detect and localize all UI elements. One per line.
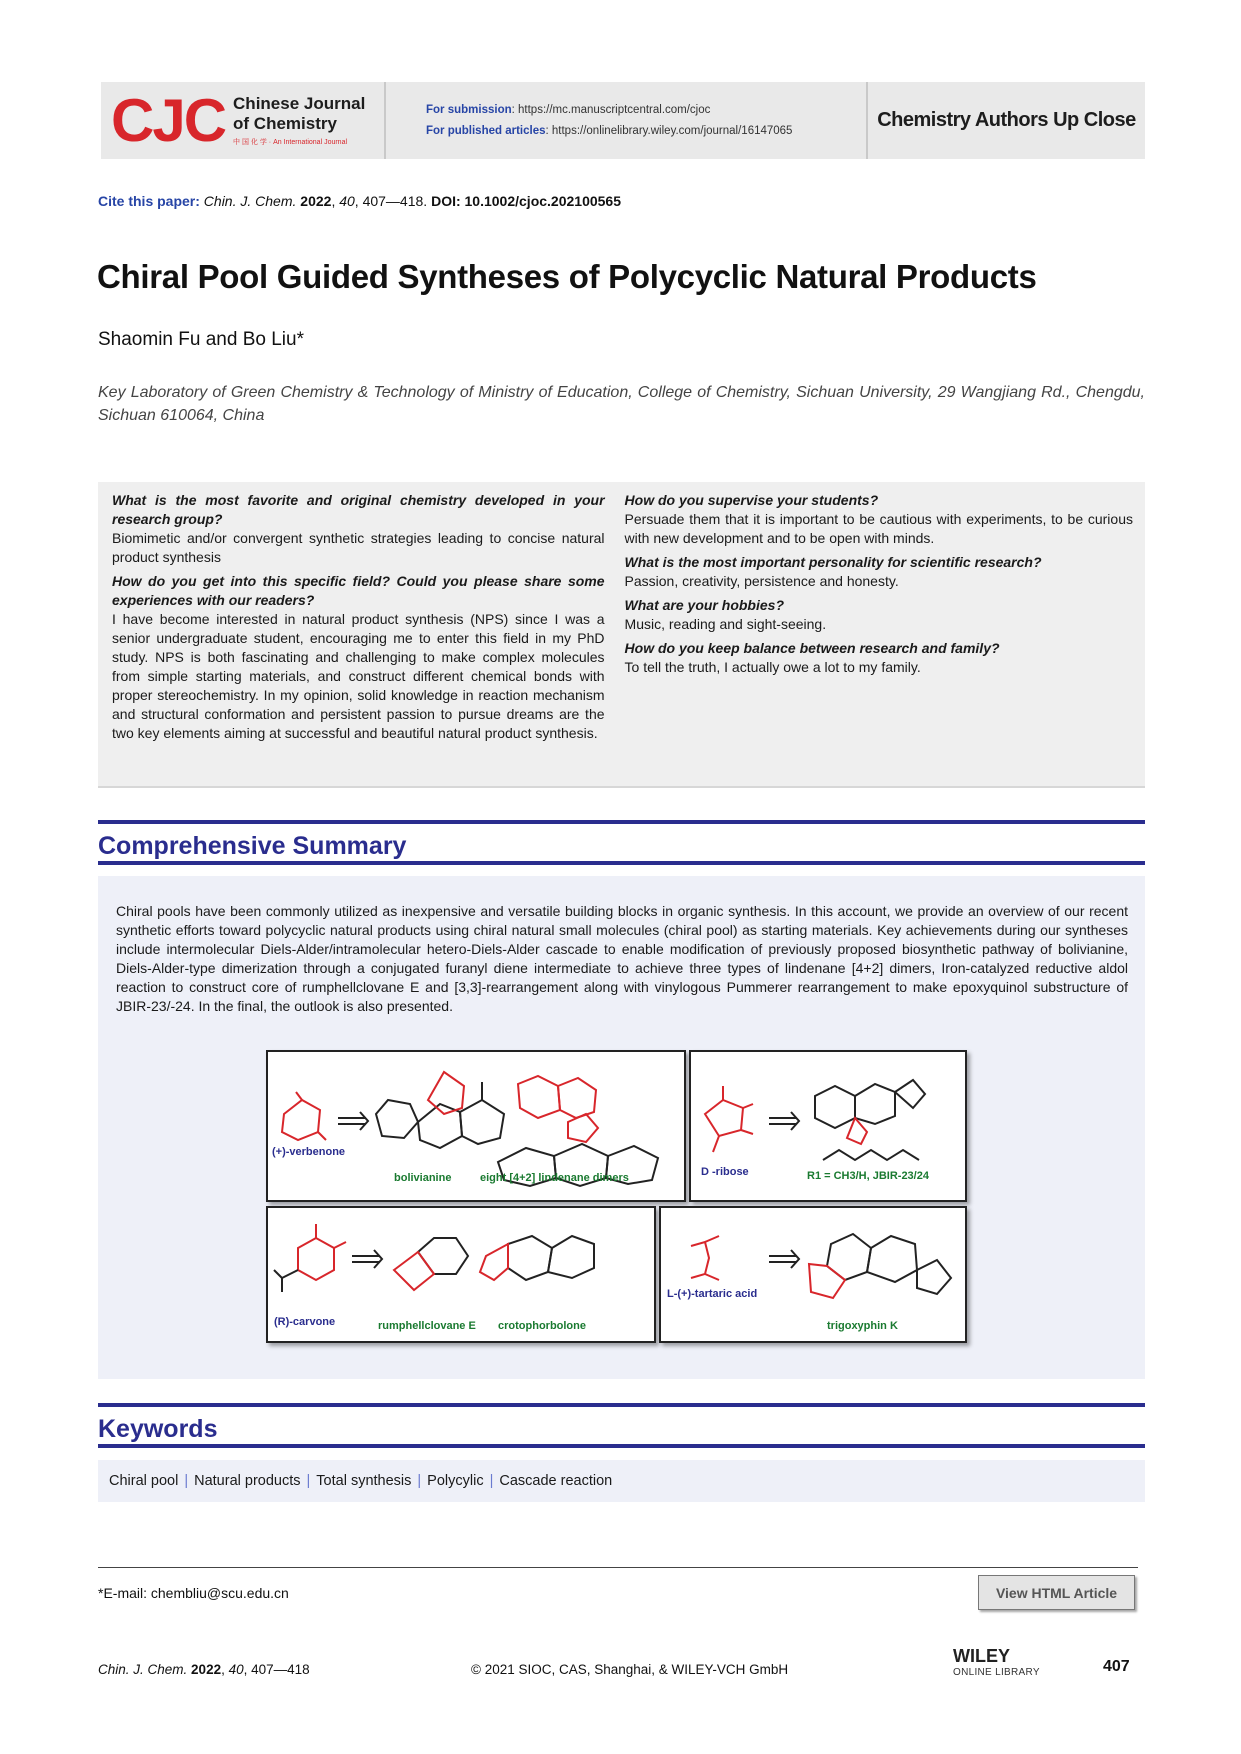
header-links <box>386 82 866 159</box>
citation-line: Cite this paper: Chin. J. Chem. 2022, 40, 407—418. DOI: 10.1002/cjoc.202100565 <box>98 193 621 209</box>
qa-answer: Music, reading and sight-seeing. <box>624 616 827 632</box>
logo-line1: Chinese Journal <box>233 94 366 113</box>
graphical-abstract <box>266 1050 970 1345</box>
corresponding-email[interactable]: *E-mail: chembliu@scu.edu.cn <box>98 1585 289 1601</box>
carvone-label: (R)-carvone <box>274 1316 336 1328</box>
bolivianine-label: bolivianine <box>394 1172 452 1184</box>
cite-label: Cite this paper: <box>98 193 200 209</box>
page-number: 407 <box>1103 1658 1130 1675</box>
trigoxyphin-label: trigoxyphin K <box>827 1320 898 1332</box>
qa-question: How do you keep balance between research and family? <box>624 640 1000 656</box>
keywords-heading: Keywords <box>98 1415 218 1443</box>
cite-pages: , 407—418. <box>354 193 432 209</box>
footer-pages: , 407—418 <box>243 1662 310 1677</box>
keyword-item: Polycylic <box>427 1473 484 1489</box>
qa-left-column <box>112 491 605 786</box>
page-footer-citation: Chin. J. Chem. 2022, 40, 407—418 <box>98 1662 310 1677</box>
scheme-panel-tartaric <box>659 1206 967 1343</box>
summary-text: Chiral pools have been commonly utilized as inexpensive and versatile building blocks in organic synthesis. In this account, we provide an overview of our recent synthetic efforts toward polycyclic natural products using chiral natural small molecules (chiral pool) as starting materials. Key achievements during our syntheses include intermolecular Diels-Alder/intramolecular hetero-Diels-Alder cascade to enable modification of previously proposed biosynthetic pathway of bolivianine, Diels-Alder-type dimerization through a conjugated furanyl diene intermediate to achieve three types of lindenane [4+2] dimers, Iron-catalyzed reductive aldol reaction to construct core of rumphellclovane E and [3,3]-rearrangement along with vinylogous Pummerer rearrangement to make epoxyquinol substructure of JBIR-23/-24. In the final, the outlook is also presented. <box>116 903 1128 1014</box>
journal-logo <box>101 82 386 159</box>
section-label: Chemistry Authors Up Close <box>866 82 1145 159</box>
view-html-article-button[interactable]: View HTML Article <box>978 1575 1135 1610</box>
tartaric-label: L-(+)-tartaric acid <box>667 1288 758 1300</box>
wiley-online-library-logo[interactable] <box>953 1646 1063 1682</box>
logo-subtitle: 中 国 化 学 · An International Journal <box>233 139 348 146</box>
tartaric-structures <box>661 1208 965 1341</box>
qa-question: What is the most important personality for scientific research? <box>624 554 1042 570</box>
qa-right-column <box>625 491 1133 786</box>
cjc-logo-mark: CJC <box>111 86 226 154</box>
keywords-heading-bar <box>98 1403 1145 1448</box>
article-title: Chiral Pool Guided Syntheses of Polycyclic Natural Products <box>97 258 1037 295</box>
footer-volume: 40 <box>228 1662 244 1677</box>
lindenane-label: eight [4+2] lindenane dimers <box>480 1172 629 1184</box>
qa-answer: Persuade them that it is important to be cautious with experiments, to be curious with new development and to be open with minds. <box>624 511 1133 546</box>
footer-journal: Chin. J. Chem. <box>98 1662 188 1677</box>
scheme-panel-carvone <box>266 1206 656 1343</box>
journal-header <box>101 82 1145 159</box>
wiley-wordmark: WILEY <box>953 1646 1010 1666</box>
qa-question: What is the most favorite and original chemistry developed in your research group? <box>112 492 605 527</box>
qa-answer: I have become interested in natural product synthesis (NPS) since I was a senior undergraduate student, encouraging me to enter this field in my PhD study. NPS is both fascinating and challenging to make complex molecules from simple starting materials, and construct different chemical bonds with proper stereochemistry. In my opinion, solid knowledge in reaction mechanism and structural conformation and persistent passion to pursue dreams are the two key elements aiming at successful and beautiful natural product synthesis. <box>112 611 605 741</box>
keyword-item: Total synthesis <box>316 1473 412 1489</box>
summary-heading-bar <box>98 820 1145 865</box>
scheme-panel-ribose <box>689 1050 967 1202</box>
author-qa-box <box>98 482 1145 788</box>
submission-label: For submission <box>426 103 512 116</box>
summary-heading: Comprehensive Summary <box>98 832 407 860</box>
footer-rule <box>98 1567 1138 1568</box>
cite-year: 2022 <box>300 193 332 209</box>
article-affiliation: Key Laboratory of Green Chemistry & Technology of Ministry of Education, College of Chemistry, Sichuan University, 29 Wangjiang Rd., Chengdu, Sichuan 610064, China <box>98 384 1145 424</box>
ribose-label: D -ribose <box>701 1166 749 1178</box>
footer-year: 2022 <box>191 1662 222 1677</box>
keyword-item: Natural products <box>194 1473 301 1489</box>
cite-doi[interactable]: DOI: 10.1002/cjoc.202100565 <box>431 193 621 209</box>
cite-journal: Chin. J. Chem. <box>203 193 297 209</box>
article-authors: Shaomin Fu and Bo Liu* <box>98 329 304 350</box>
rumphellclovane-label: rumphellclovane E <box>378 1320 476 1332</box>
cite-volume: 40 <box>339 193 355 209</box>
keywords-list: Chiral pool | Natural products | Total synthesis | Polycylic | Cascade reaction <box>98 1460 1145 1502</box>
jbir-label: R1 = CH3/H, JBIR-23/24 <box>807 1170 929 1182</box>
submission-link[interactable]: : https://mc.manuscriptcentral.com/cjoc <box>511 103 711 116</box>
qa-answer: Biomimetic and/or convergent synthetic strategies leading to concise natural product synthesis <box>112 530 605 565</box>
qa-question: How do you get into this specific field? Could you please share some experiences with our readers? <box>112 573 605 608</box>
verbenone-label: (+)-verbenone <box>272 1146 346 1158</box>
qa-answer: To tell the truth, I actually owe a lot to my family. <box>624 659 921 675</box>
keyword-item: Cascade reaction <box>499 1473 613 1489</box>
logo-line2: of Chemistry <box>233 114 337 133</box>
qa-question: How do you supervise your students? <box>624 492 879 508</box>
footer-copyright: © 2021 SIOC, CAS, Shanghai, & WILEY-VCH GmbH <box>471 1662 789 1677</box>
scheme-panel-verbenone <box>266 1050 686 1202</box>
crotophorbolone-label: crotophorbolone <box>498 1320 586 1332</box>
wiley-subtitle: ONLINE LIBRARY <box>953 1667 1040 1678</box>
qa-answer: Passion, creativity, persistence and honesty. <box>624 573 899 589</box>
published-link[interactable]: : https://onlinelibrary.wiley.com/journal/16147065 <box>545 124 793 137</box>
published-label: For published articles <box>426 124 546 137</box>
keyword-item: Chiral pool <box>109 1473 179 1489</box>
qa-question: What are your hobbies? <box>624 597 784 613</box>
